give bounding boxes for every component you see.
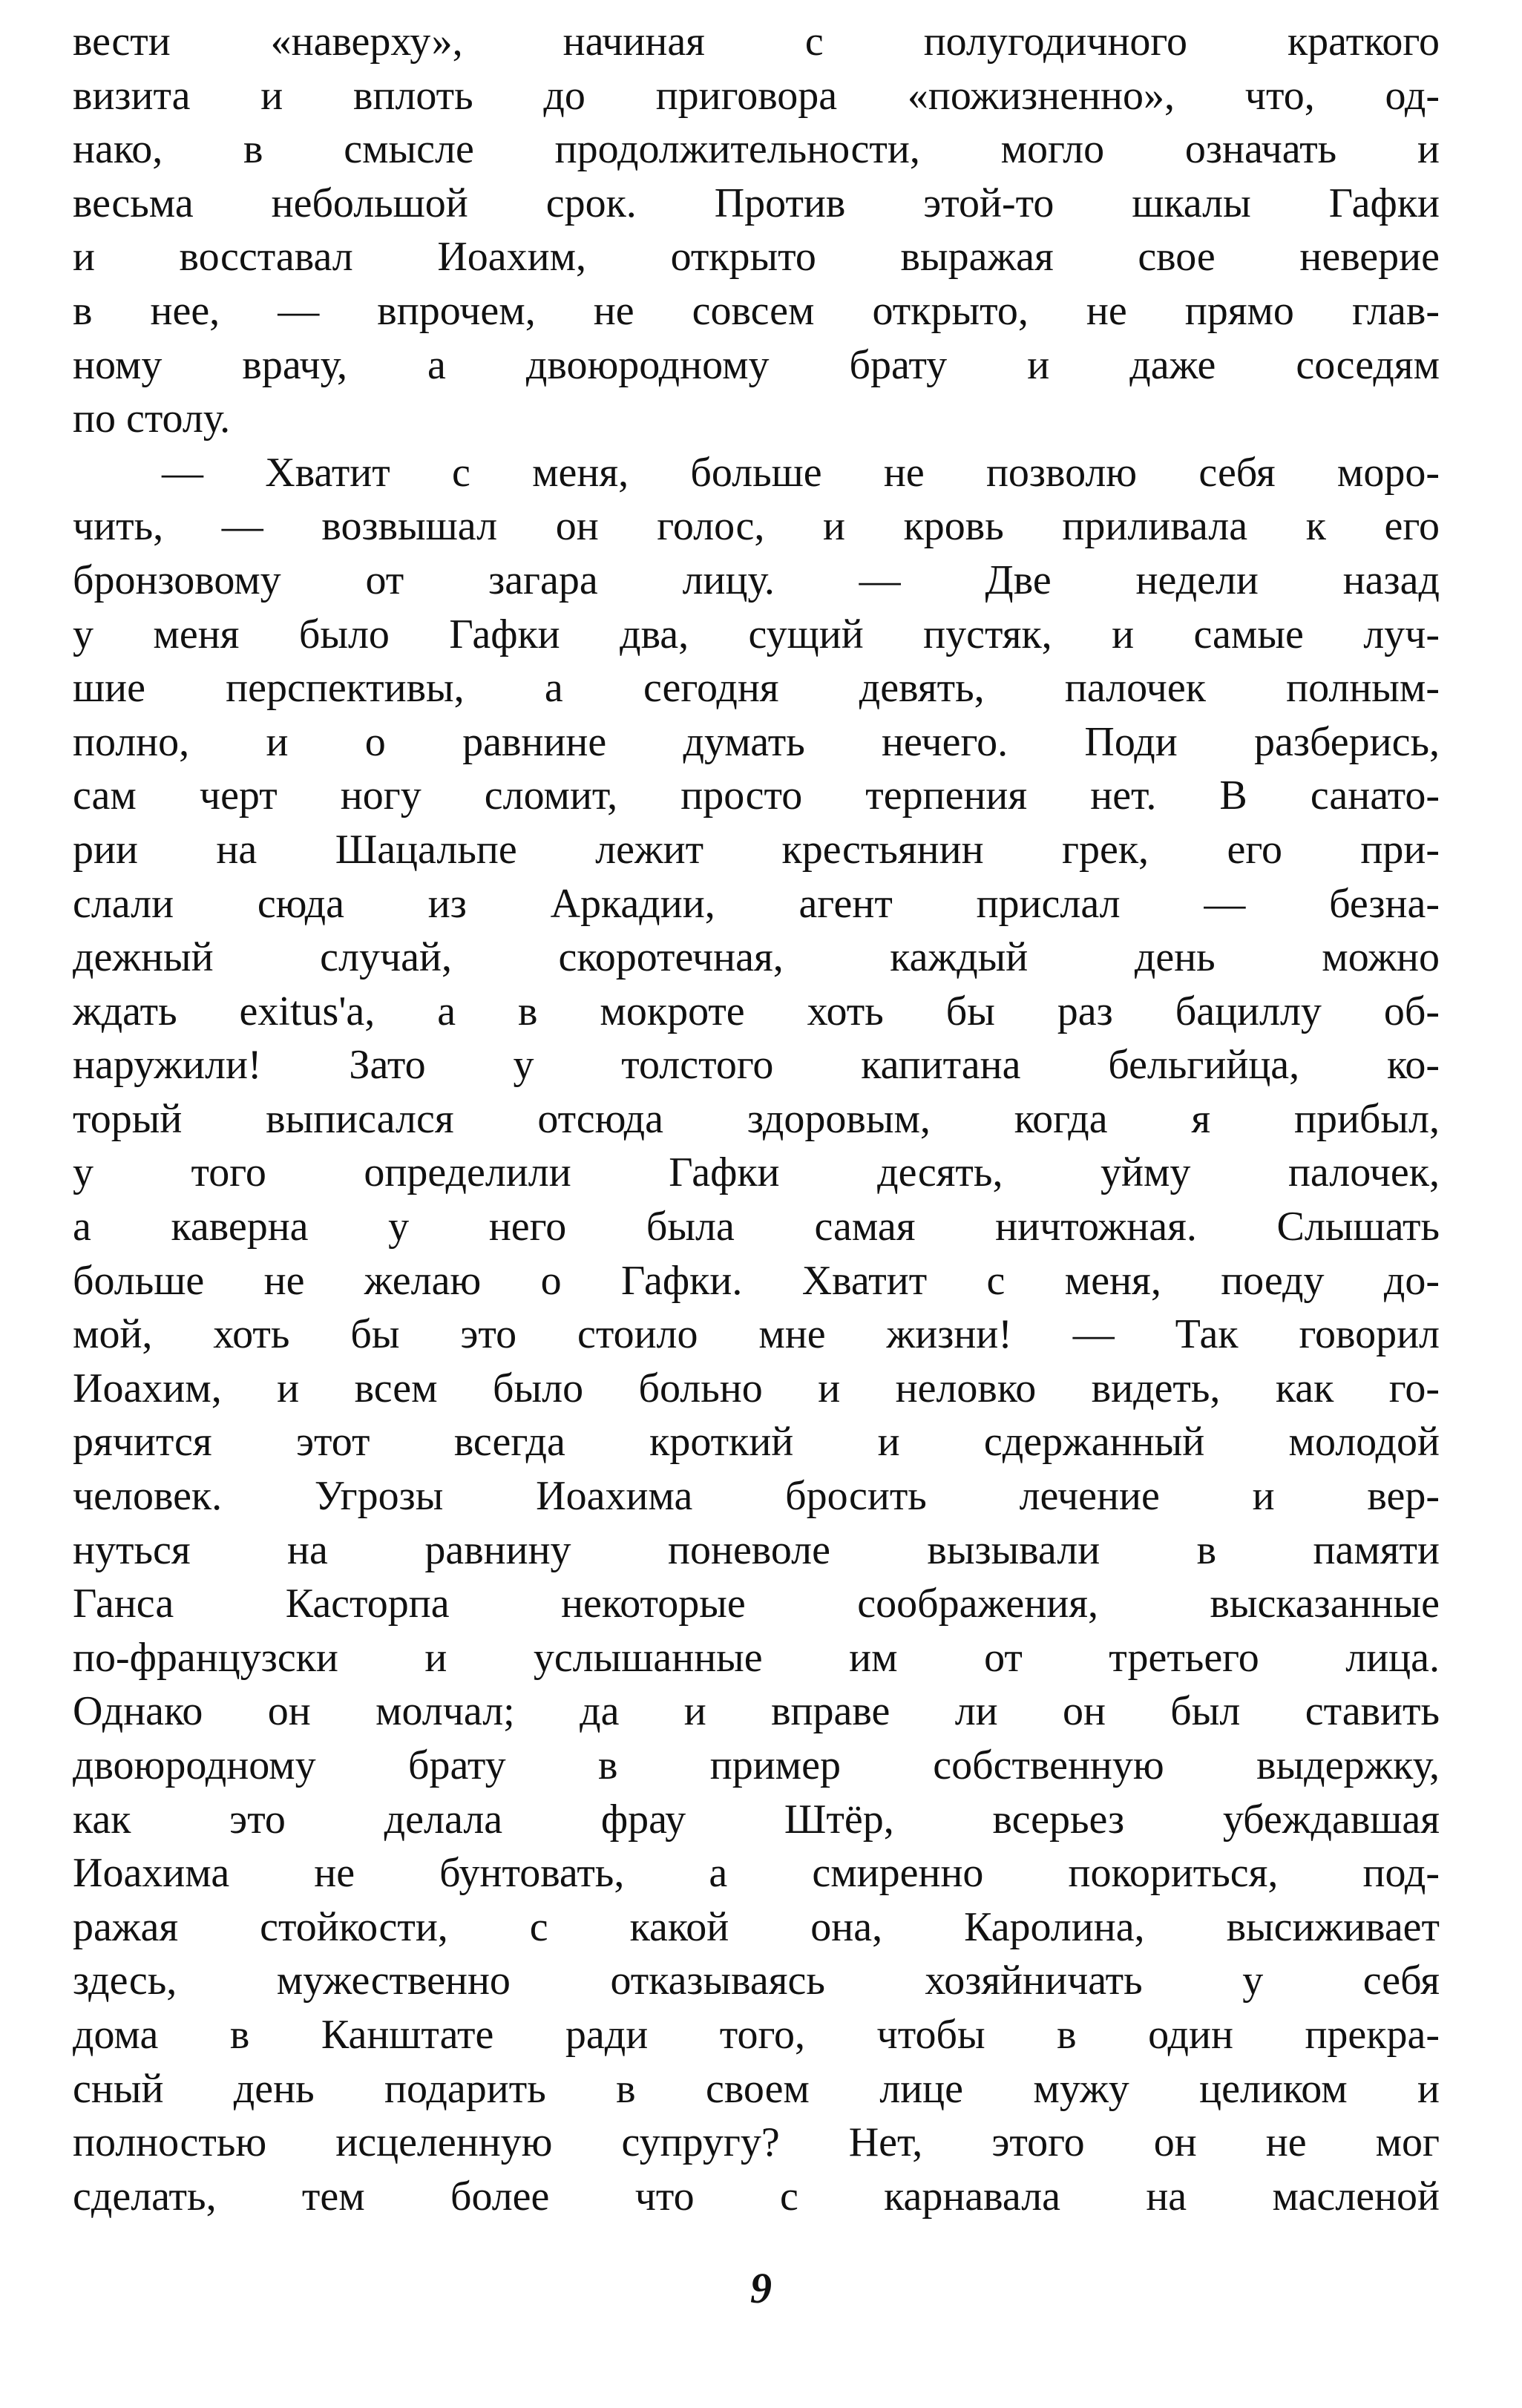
text-line: наружили! Зато у толстого капитана бельгийца, ко- [73, 1042, 1440, 1089]
text-line: ражая стойкости, с какой она, Каролина, высиживает [73, 1903, 1440, 1950]
text-line: бронзовому от загара лицу. — Две недели назад [73, 557, 1440, 603]
text-line: дома в Канштате ради того, чтобы в один прекра- [73, 2011, 1440, 2058]
text-line: у того определили Гафки десять, уйму палочек, [73, 1149, 1440, 1196]
text-line: сам черт ногу сломит, просто терпения нет. В санато- [73, 772, 1440, 819]
text-line: полно, и о равнине думать нечего. Поди разберись, [73, 718, 1440, 765]
text-line: шие перспективы, а сегодня девять, палочек полным- [73, 665, 1440, 712]
text-line: и восставал Иоахим, открыто выражая свое неверие [73, 234, 1440, 281]
text-line: Иоахим, и всем было больно и неловко видеть, как го- [73, 1365, 1440, 1411]
text-line: двоюродному брату в пример собственную выдержку, [73, 1742, 1440, 1788]
text-line: визита и вплоть до приговора «пожизненно», что, од- [73, 72, 1440, 119]
text-line: по-французски и услышанные им от третьего лица. [73, 1634, 1440, 1681]
text-line: больше не желаю о Гафки. Хватит с меня, поеду до- [73, 1257, 1440, 1304]
text-line: а каверна у него была самая ничтожная. Слышать [73, 1204, 1440, 1250]
text-line: торый выписался отсюда здоровым, когда я прибыл, [73, 1095, 1440, 1142]
text-line: чить, — возвышал он голос, и кровь приливала к его [73, 503, 1440, 550]
text-line: вести «наверху», начиная с полугодичного краткого [73, 19, 1440, 65]
text-line: ждать exitus'а, а в мокроте хоть бы раз бациллу об- [73, 988, 1440, 1034]
text-line: как это делала фрау Штёр, всерьез убеждавшая [73, 1796, 1440, 1843]
text-line: весьма небольшой срок. Против этой-то шкалы Гафки [73, 180, 1440, 226]
page-number: 9 [750, 2264, 772, 2312]
text-line: здесь, мужественно отказываясь хозяйничать у себя [73, 1958, 1440, 2004]
text-line: полностью исцеленную супругу? Нет, этого он не мог [73, 2119, 1440, 2166]
text-line: Ганса Касторпа некоторые соображения, высказанные [73, 1581, 1440, 1627]
text-line: сделать, тем более что с карнавала на масленой [73, 2173, 1440, 2220]
text-line: Однако он молчал; да и вправе ли он был ставить [73, 1688, 1440, 1735]
text-line: сный день подарить в своем лице мужу целиком и [73, 2065, 1440, 2112]
text-line: слали сюда из Аркадии, агент прислал — безна- [73, 880, 1440, 927]
text-line: нуться на равнину поневоле вызывали в памяти [73, 1526, 1440, 1573]
text-line: — Хватит с меня, больше не позволю себя моро- [162, 449, 1440, 496]
text-line: мой, хоть бы это стоило мне жизни! — Так говорил [73, 1311, 1440, 1358]
text-line: Иоахима не бунтовать, а смиренно покориться, под- [73, 1850, 1440, 1897]
text-line: нако, в смысле продолжительности, могло означать и [73, 126, 1440, 173]
text-line: рии на Шацальпе лежит крестьянин грек, его при- [73, 826, 1440, 873]
text-line: у меня было Гафки два, сущий пустяк, и самые луч- [73, 611, 1440, 657]
text-line: по столу. [73, 396, 231, 442]
text-line: человек. Угрозы Иоахима бросить лечение и вер- [73, 1473, 1440, 1520]
body-text [73, 15, 1440, 2223]
text-line: ному врачу, а двоюродному брату и даже соседям [73, 341, 1440, 388]
text-line: в нее, — впрочем, не совсем открыто, не прямо глав- [73, 287, 1440, 334]
text-line: дежный случай, скоротечная, каждый день можно [73, 934, 1440, 981]
text-line: рячится этот всегда кроткий и сдержанный молодой [73, 1419, 1440, 1466]
